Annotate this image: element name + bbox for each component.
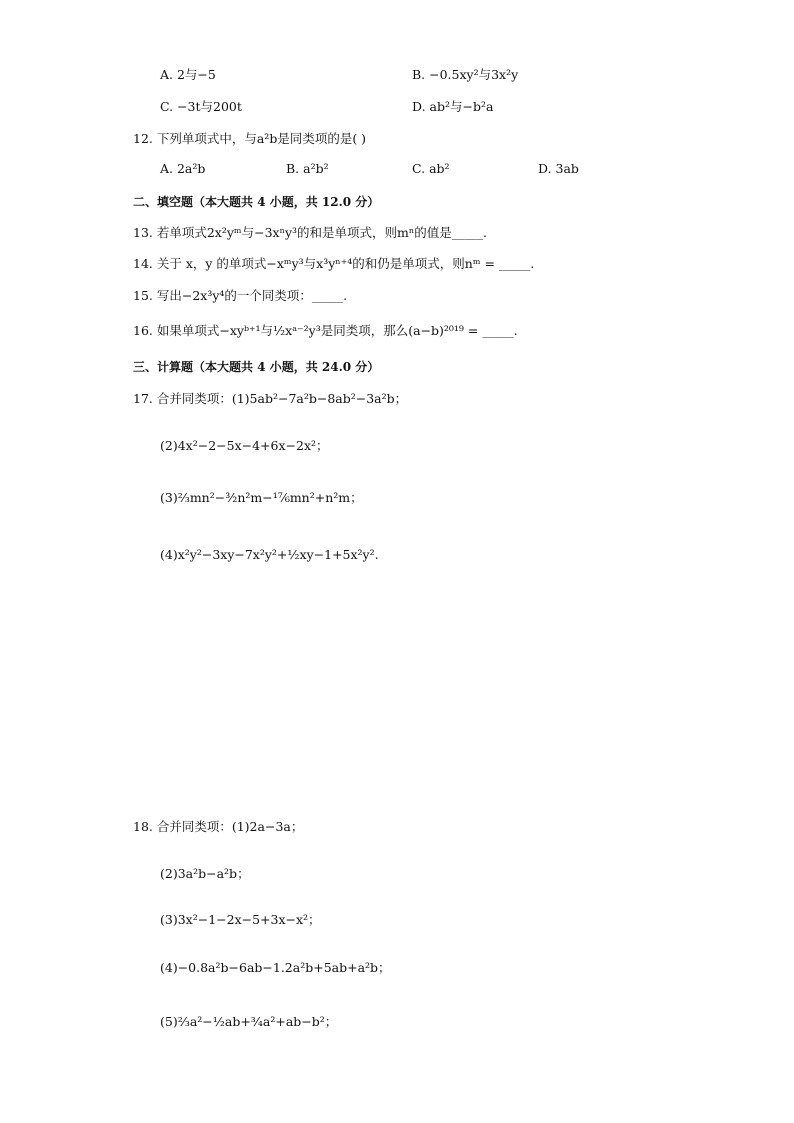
section-calc-title: 三、计算题（本大题共 4 小题，共 24.0 分） — [133, 360, 380, 374]
question-15: 15. 写出−2x³y⁴的一个同类项：_____. — [133, 288, 348, 303]
section-fill-blank-title: 二、填空题（本大题共 4 小题，共 12.0 分） — [133, 195, 380, 209]
question-17-part-1: 17. 合并同类项：(1)5ab²−7a²b−8ab²−3a²b； — [133, 391, 408, 406]
question-18-part-2: (2)3a²b−a²b； — [160, 866, 250, 881]
q12-option-d: D. 3ab — [538, 161, 579, 176]
question-18-part-5: (5)⅔a²−½ab+¾a²+ab−b²； — [160, 1014, 338, 1029]
question-18-part-4: (4)−0.8a²b−6ab−1.2a²b+5ab+a²b； — [160, 960, 391, 975]
q11-option-d: D. ab²与−b²a — [412, 99, 494, 114]
q12-option-c: C. ab² — [412, 161, 450, 176]
question-18-part-1: 18. 合并同类项：(1)2a−3a； — [133, 819, 304, 834]
question-17-part-4: (4)x²y²−3xy−7x²y²+½xy−1+5x²y². — [160, 547, 379, 562]
question-13: 13. 若单项式2x²yᵐ与−3xⁿy³的和是单项式，则mⁿ的值是_____. — [133, 225, 488, 240]
q12-option-b: B. a²b² — [286, 161, 329, 176]
question-16: 16. 如果单项式−xyᵇ⁺¹与½xᵃ⁻²y³是同类项，那么(a−b)²⁰¹⁹ = _____. — [133, 323, 518, 338]
q11-option-a: A. 2与−5 — [160, 67, 216, 82]
question-17-part-3: (3)⅔mn²−³⁄₂n²m−¹⁷⁄₆mn²+n²m； — [160, 490, 363, 505]
q12-option-a: A. 2a²b — [160, 161, 206, 176]
question-18-part-3: (3)3x²−1−2x−5+3x−x²； — [160, 912, 321, 927]
q11-option-b: B. −0.5xy²与3x²y — [412, 67, 519, 82]
q12-stem: 12. 下列单项式中，与a²b是同类项的是( ) — [133, 131, 367, 146]
question-14: 14. 关于 x，y 的单项式−xᵐy³与x³yⁿ⁺⁴的和仍是单项式，则nᵐ = _____. — [133, 256, 535, 271]
question-17-part-2: (2)4x²−2−5x−4+6x−2x²； — [160, 438, 329, 453]
q11-option-c: C. −3t与200t — [160, 99, 242, 114]
